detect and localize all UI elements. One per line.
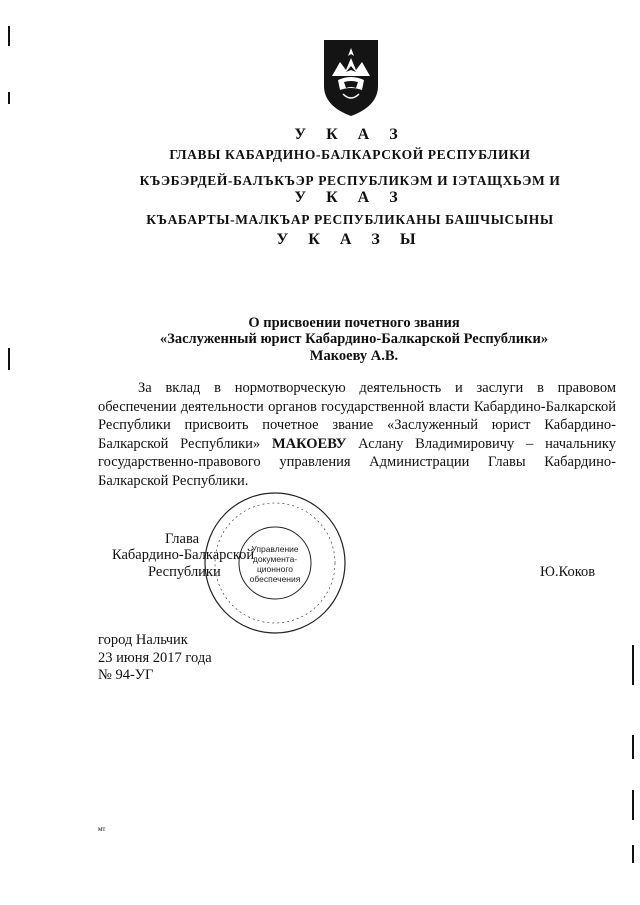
body-text-after-name: Аслану Владимировичу – начальнику государственно-правового управления Администрации Главы Кабардино-Балкарской Республики. xyxy=(98,435,617,489)
body-text-before-name: За вклад в нормотворческую деятельность и заслуги в правовом обеспечении деятельности органов государственной власти Кабардино-Балкарской Республики присвоить почетное звание «Заслуженный юрист Кабардино-Балкарской Республики» xyxy=(98,380,616,452)
scan-margin-mark xyxy=(8,26,10,46)
header-ukaz-3: У К А З Ы xyxy=(276,231,424,248)
scan-margin-mark xyxy=(632,845,634,863)
header-line-kabardian: КЪЭБЭРДЕЙ-БАЛЪКЪЭР РЕСПУБЛИКЭМ И ІЭТАЩХЬЭМ И xyxy=(139,173,561,188)
header-ukaz-1: У К А З xyxy=(294,126,406,143)
header-line-russian: ГЛАВЫ КАБАРДИНО-БАЛКАРСКОЙ РЕСПУБЛИКИ xyxy=(169,147,531,162)
signature-role-line-2: Кабардино-Балкарской xyxy=(112,547,255,563)
scan-margin-mark xyxy=(632,735,634,759)
decree-body xyxy=(98,379,616,491)
scan-margin-mark xyxy=(8,348,10,370)
signature-role-line-3: Республики xyxy=(148,564,221,580)
scan-margin-mark xyxy=(632,645,634,685)
typist-mark: мт xyxy=(98,825,106,833)
coat-of-arms-emblem xyxy=(318,36,384,118)
awardee-surname: МАКОЕВУ xyxy=(271,435,347,452)
header-line-balkar: КЪАБАРТЫ-МАЛКЪАР РЕСПУБЛИКАНЫ БАШЧЫСЫНЫ xyxy=(146,212,554,227)
issue-date: 23 июня 2017 года xyxy=(98,650,212,666)
decree-title-line-2: «Заслуженный юрист Кабардино-Балкарской Республики» xyxy=(159,331,549,347)
seal-center-line-3: ционного xyxy=(256,564,294,574)
signatory-name: Ю.Коков xyxy=(540,564,596,580)
decree-title-line-1: О присвоении почетного звания xyxy=(248,315,460,331)
seal-center-line-1: Управление xyxy=(251,544,299,554)
issue-city: город Нальчик xyxy=(98,632,188,648)
header-ukaz-2: У К А З xyxy=(294,189,406,206)
decree-title-line-3: Макоеву А.В. xyxy=(309,348,399,364)
signature-role-line-1: Глава xyxy=(165,531,200,547)
decree-number: № 94-УГ xyxy=(98,667,154,683)
scan-margin-mark xyxy=(632,790,634,820)
seal-center-line-2: документа- xyxy=(252,554,298,564)
seal-center-line-4: обеспечения xyxy=(249,574,301,584)
scan-margin-mark xyxy=(8,92,10,104)
